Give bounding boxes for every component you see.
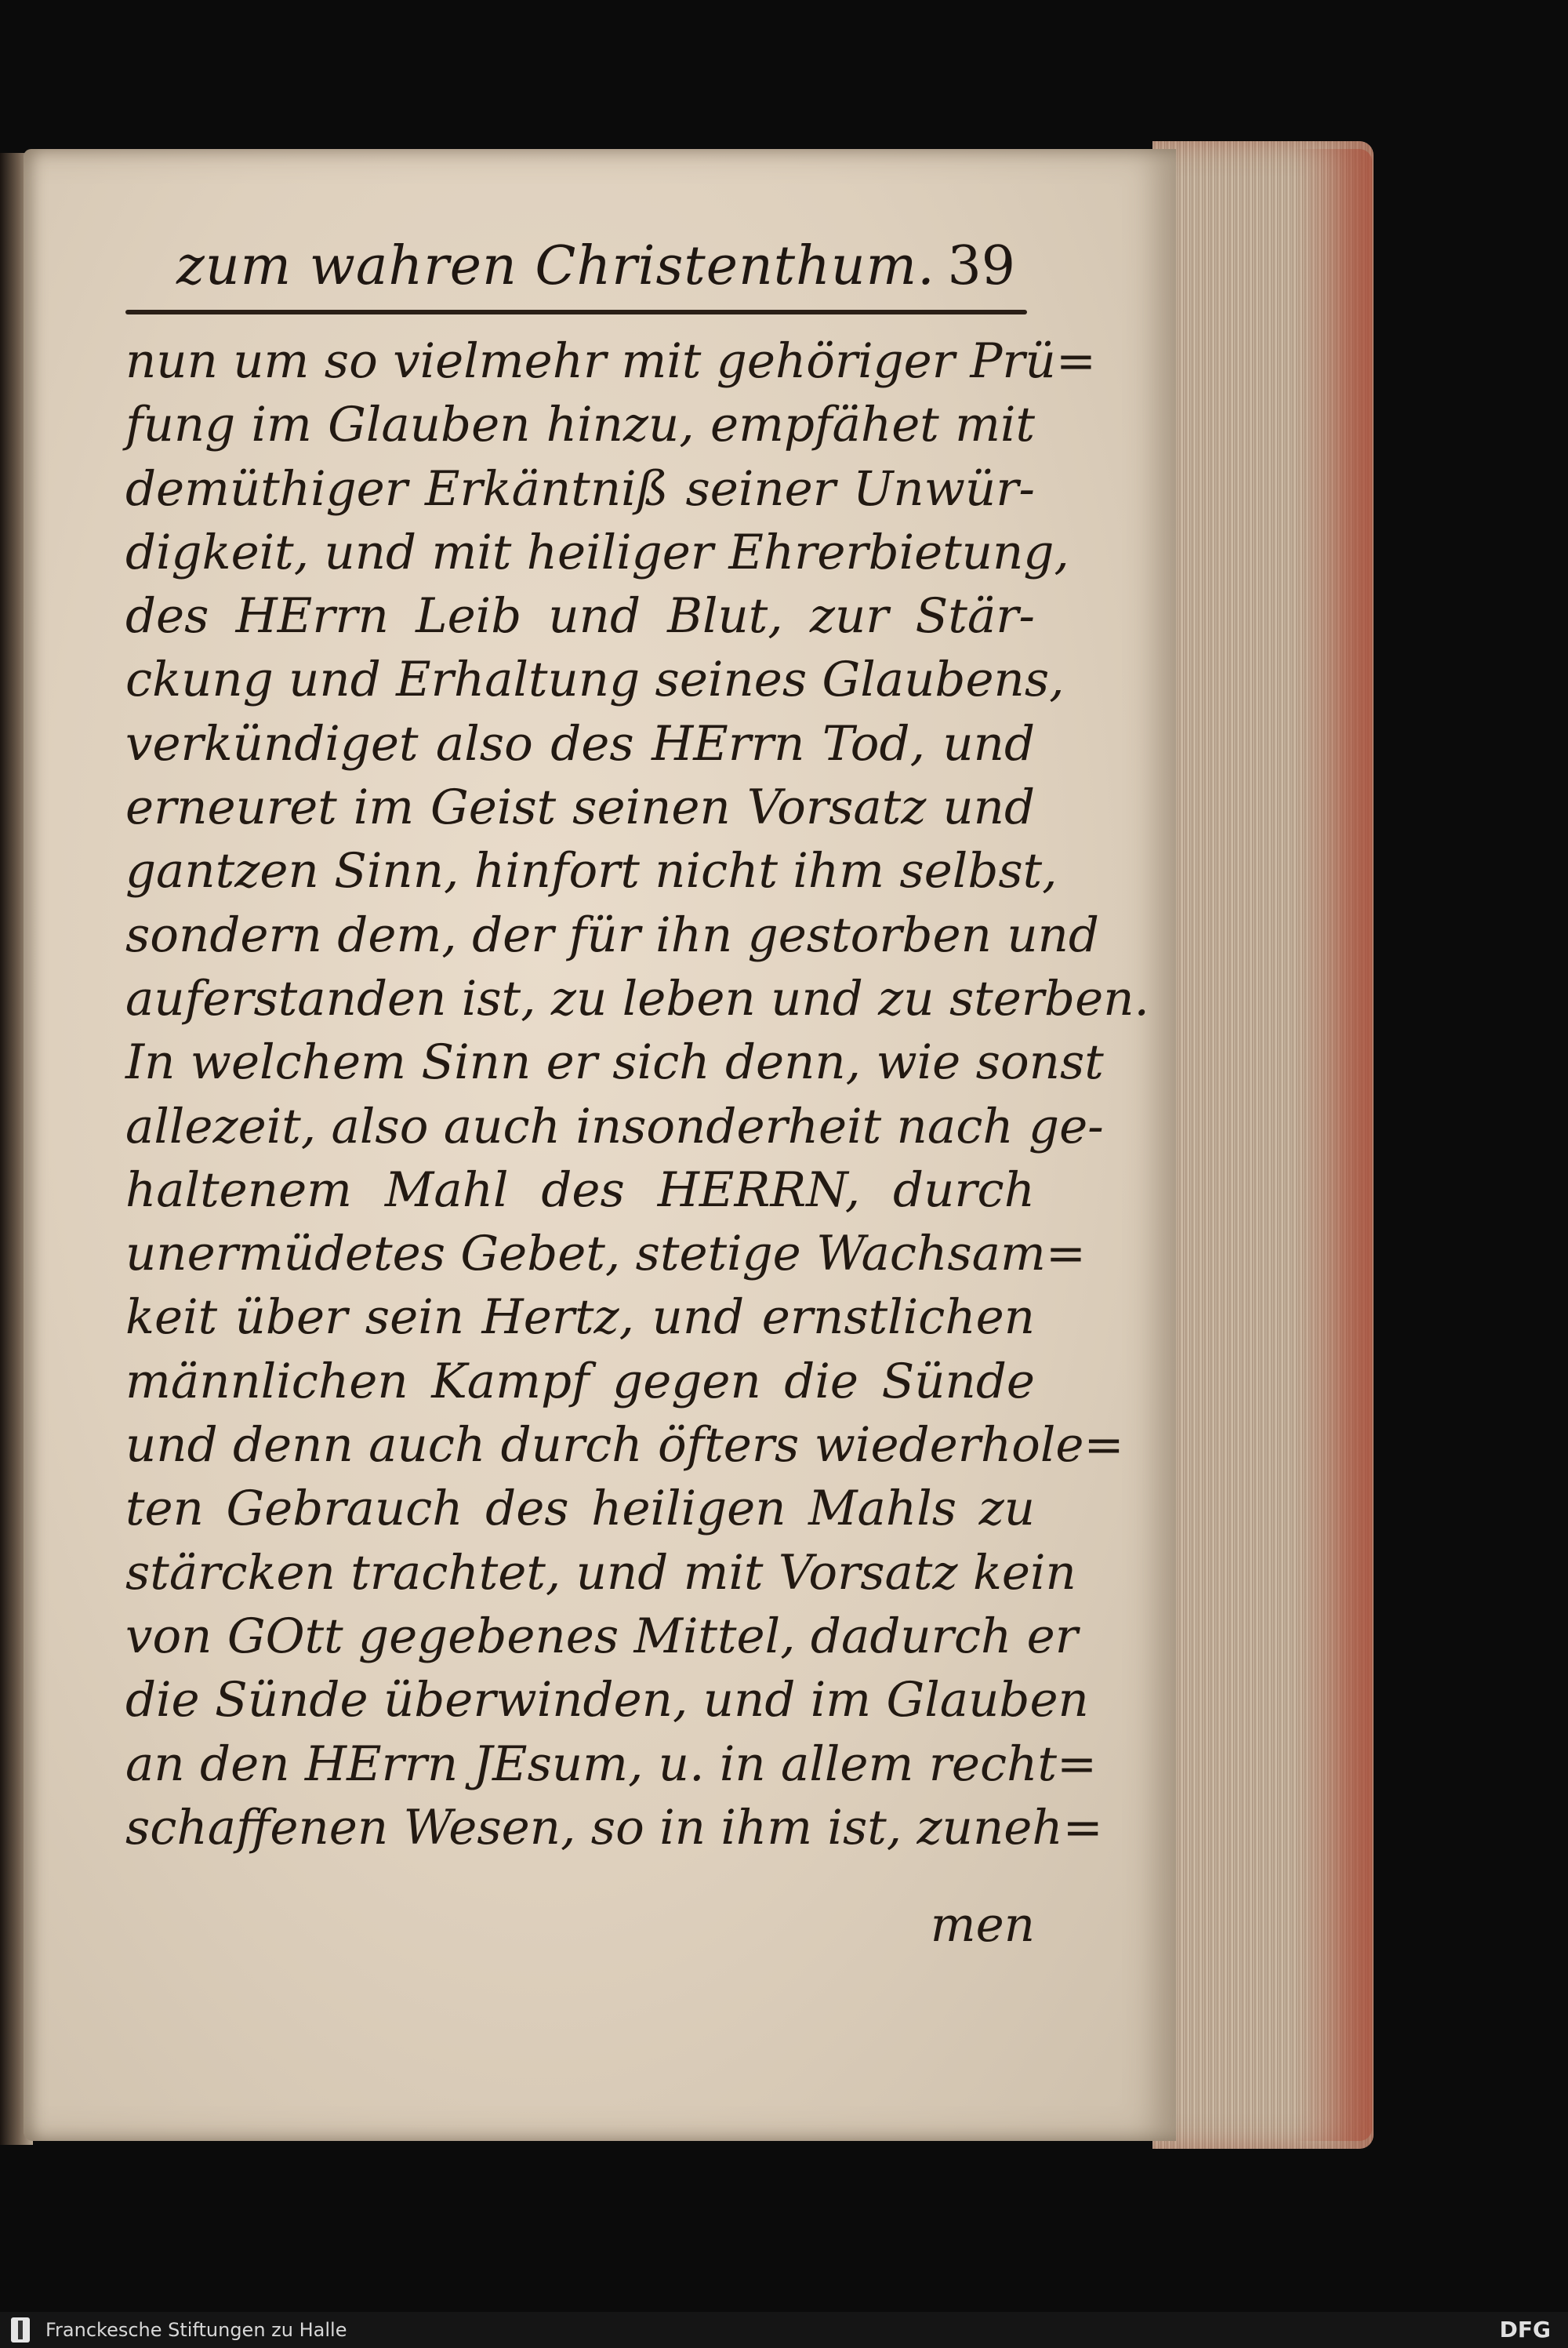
text-line: ckung und Erhaltung seines Glaubens, — [125, 652, 1065, 708]
text-line: keit über sein Hertz, und ernstlichen — [125, 1289, 1035, 1346]
text-line: gantzen Sinn, hinfort nicht ihm selbst, — [125, 843, 1058, 900]
catchword: men — [930, 1897, 1035, 1953]
text-line: stärcken trachtet, und mit Vorsatz kein — [125, 1544, 1076, 1601]
page-header — [161, 235, 1031, 306]
text-line: demüthiger Erkäntniß seiner Unwür- — [125, 460, 1035, 517]
text-line: und denn auch durch öfters wiederhole= — [125, 1417, 1124, 1474]
text-line: nun um so vielmehr mit gehöriger Prü= — [125, 333, 1096, 389]
text-line: fung im Glauben hinzu, empfähet mit — [125, 397, 1035, 453]
text-line: haltenem Mahl des HERRN, durch — [125, 1161, 1035, 1218]
text-line: an den HErrn JEsum, u. in allem recht= — [125, 1736, 1098, 1792]
text-line: die Sünde überwinden, und im Glauben — [125, 1672, 1089, 1728]
red-edge-tint — [1294, 149, 1372, 2141]
running-title: zum wahren Christenthum. — [176, 235, 935, 297]
institution-logo-icon — [11, 2317, 30, 2343]
text-line: unermüdetes Gebet, stetige Wachsam= — [125, 1226, 1087, 1282]
text-line: auferstanden ist, zu leben und zu sterben. — [125, 970, 1149, 1027]
institution-name: Franckesche Stiftungen zu Halle — [45, 2319, 347, 2341]
text-line: In welchem Sinn er sich denn, wie sonst — [125, 1034, 1104, 1091]
text-line: männlichen Kampf gegen die Sünde — [125, 1353, 1035, 1409]
body-text — [125, 329, 1149, 1859]
text-line: des HErrn Leib und Blut, zur Stär- — [125, 588, 1035, 645]
text-line: allezeit, also auch insonderheit nach ge- — [125, 1098, 1104, 1154]
footer-bar — [0, 2312, 1568, 2348]
text-line: verkündiget also des HErrn Tod, und — [125, 715, 1035, 772]
text-line: ten Gebrauch des heiligen Mahls zu — [125, 1481, 1035, 1537]
text-line: sondern dem, der für ihn gestorben und — [125, 907, 1099, 963]
text-line: von GOtt gegebenes Mittel, dadurch er — [125, 1608, 1078, 1664]
text-line: schaffenen Wesen, so in ihm ist, zuneh= — [125, 1799, 1103, 1856]
header-rule — [125, 310, 1027, 314]
dfg-logo: DFG — [1499, 2317, 1551, 2343]
page-number: 39 — [947, 235, 1015, 297]
text-line: digkeit, und mit heiliger Ehrerbietung, — [125, 524, 1069, 580]
text-line: erneuret im Geist seinen Vorsatz und — [125, 780, 1035, 836]
